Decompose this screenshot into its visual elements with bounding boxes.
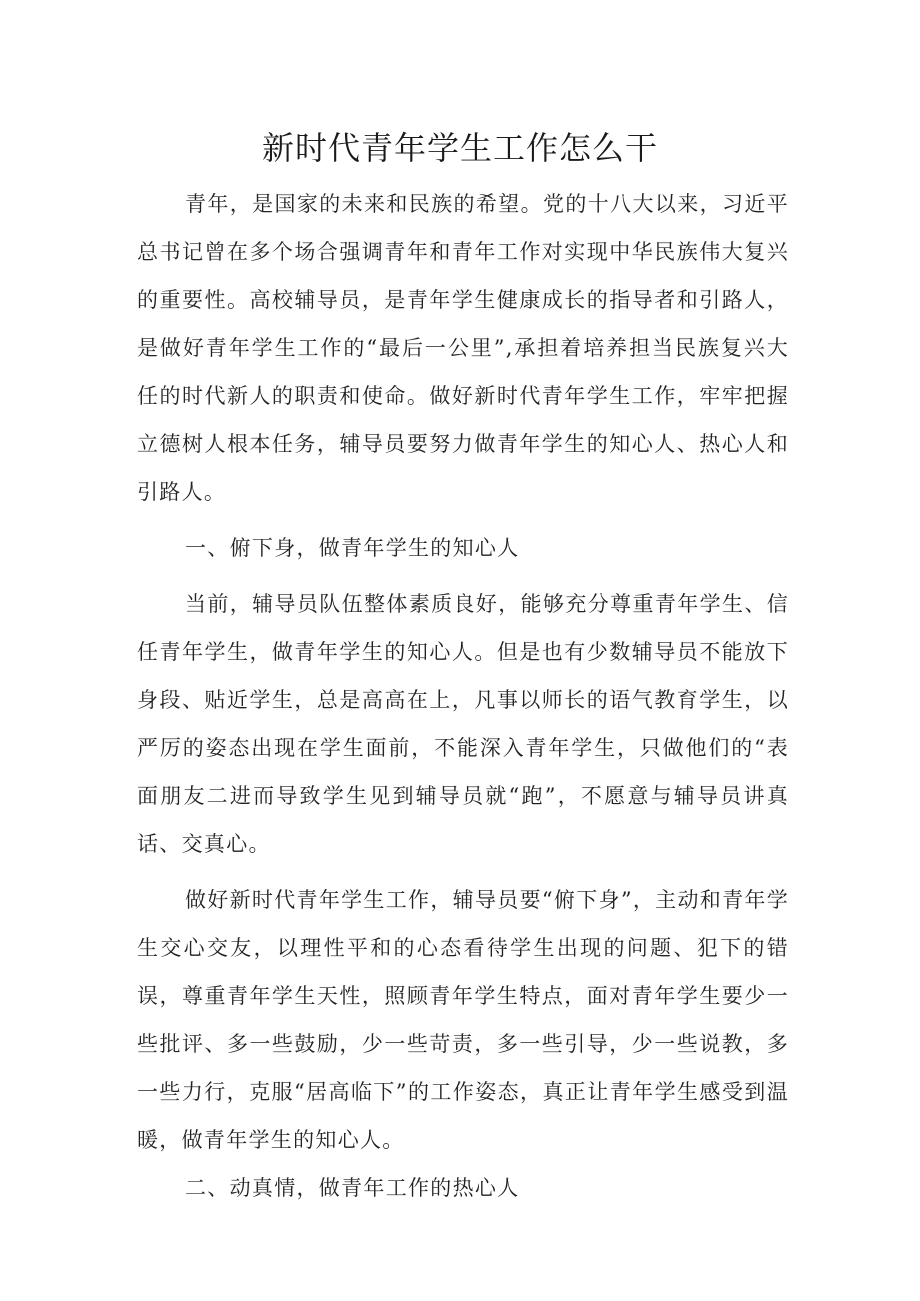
document-body: [137, 180, 789, 1212]
intro-paragraph: 青年，是国家的未来和民族的希望。党的十八大以来，习近平总书记曾在多个场合强调青年和青年工作对实现中华民族伟大复兴的重要性。高校辅导员，是青年学生健康成长的指导者和引路人，是做好青年学生工作的“最后一公里”,承担着培养担当民族复兴大任的时代新人的职责和使命。做好新时代青年学生工作，牢牢把握立德树人根本任务，辅导员要努力做青年学生的知心人、热心人和引路人。: [137, 192, 789, 504]
section-1-paragraph-2: 做好新时代青年学生工作，辅导员要“俯下身”，主动和青年学生交心交友，以理性平和的心态看待学生出现的问题、犯下的错误，尊重青年学生天性，照顾青年学生特点，面对青年学生要少一些批评、多一些鼓励，少一些苛责，多一些引导，少一些说教，多一些力行，克服“居高临下”的工作姿态，真正让青年学生感受到温暖，做青年学生的知心人。: [137, 888, 789, 1152]
section-heading-2: 二、动真情，做青年工作的热心人: [185, 1176, 520, 1200]
page-title: 新时代青年学生工作怎么干: [261, 129, 658, 167]
section-heading-1: 一、俯下身，做青年学生的知心人: [185, 536, 520, 560]
section-1-paragraph-1: 当前，辅导员队伍整体素质良好，能够充分尊重青年学生、信任青年学生，做青年学生的知心人。但是也有少数辅导员不能放下身段、贴近学生，总是高高在上，凡事以师长的语气教育学生，以严厉的姿态出现在学生面前，不能深入青年学生，只做他们的“表面朋友二进而导致学生见到辅导员就“跑”，不愿意与辅导员讲真话、交真心。: [137, 592, 789, 856]
